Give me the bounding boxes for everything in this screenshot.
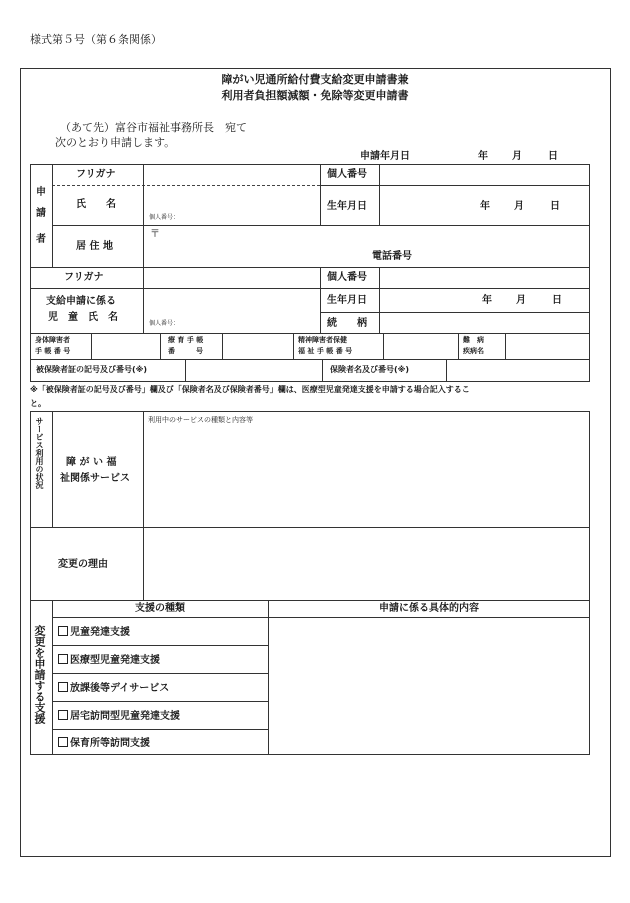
- applicant-char-2: 請: [36, 208, 46, 219]
- grid-line: [30, 164, 31, 381]
- applicant-personal-no-label: 個人番号: [327, 169, 367, 180]
- recipient-text: （あて先）富谷市福祉事務所長 宛て: [60, 121, 247, 134]
- date-day: 日: [548, 151, 558, 162]
- frame-top: [20, 68, 611, 69]
- physical-handbook-label-2: 手 帳 番 号: [35, 347, 71, 355]
- option-jido-hattatsu[interactable]: [58, 626, 130, 638]
- grid-line: [52, 701, 268, 702]
- applicant-furigana-label: フリガナ: [76, 169, 116, 180]
- applicant-char-3: 者: [36, 234, 46, 245]
- checkbox-icon[interactable]: [58, 654, 68, 664]
- grid-line: [30, 600, 590, 601]
- option-iryogata[interactable]: [58, 654, 160, 666]
- form-title-line2: 利用者負担額減額・免除等変更申請書: [221, 89, 409, 102]
- child-relation-field[interactable]: [380, 313, 589, 332]
- grid-line: [320, 267, 321, 333]
- grid-line: [589, 411, 590, 600]
- insurer-label: 保険者名及び番号(※): [330, 365, 410, 374]
- service-hint: 利用中のサービスの種類と内容等: [148, 416, 253, 424]
- option-label: 放課後等デイサービス: [70, 683, 170, 694]
- applicant-birth-year: 年: [480, 201, 490, 212]
- note-line1: ※「被保険者証の記号及び番号」欄及び「保険者名及び保険者番号」欄は、医療型児童発達支援を申請する場合記入するこ: [30, 385, 470, 394]
- change-col-content: 申請に係る具体的内容: [379, 603, 479, 614]
- grid-line: [30, 381, 590, 382]
- option-kyotaku-homon[interactable]: [58, 710, 180, 722]
- postal-mark: 〒: [150, 229, 160, 240]
- mental-handbook-field[interactable]: [384, 334, 457, 358]
- applicant-birth-day: 日: [550, 201, 560, 212]
- note-line2: と。: [30, 399, 46, 408]
- child-relation-label: 続 柄: [327, 318, 367, 329]
- change-side-label: 変更を申請する支援: [33, 625, 46, 724]
- child-personal-no-small: 個人番号：: [149, 320, 180, 327]
- grid-line: [30, 754, 590, 755]
- change-content-field[interactable]: [269, 618, 588, 753]
- service-content-field[interactable]: [144, 428, 588, 526]
- child-birth-day: 日: [552, 295, 562, 306]
- child-birth-year: 年: [482, 295, 492, 306]
- grid-line: [52, 673, 268, 674]
- grid-line: [30, 411, 590, 412]
- frame-bottom: [20, 856, 611, 857]
- grid-line: [30, 411, 31, 600]
- grid-line: [320, 185, 590, 186]
- grid-line: [160, 333, 161, 359]
- checkbox-icon[interactable]: [58, 682, 68, 692]
- child-name-label-1: 支給申請に係る: [46, 296, 116, 307]
- option-label: 児童発達支援: [70, 627, 130, 638]
- option-hokago-day[interactable]: [58, 682, 169, 694]
- change-col-type: 支援の種類: [135, 603, 185, 614]
- option-label: 居宅訪問型児童発達支援: [70, 711, 180, 722]
- applicant-birth-label: 生年月日: [327, 201, 367, 212]
- child-personal-no-label: 個人番号: [327, 272, 367, 283]
- grid-line: [589, 164, 590, 381]
- ryoiku-handbook-label-1: 療 育 手 帳: [168, 336, 204, 344]
- form-number: 様式第５号（第６条関係）: [30, 33, 162, 46]
- disease-label-2: 疾病名: [463, 347, 484, 355]
- service-label-1: 障 が い 福: [66, 457, 117, 468]
- service-label-2: 祉関係サービス: [60, 473, 130, 484]
- frame-right: [610, 68, 611, 857]
- application-date-label: 申請年月日: [360, 151, 410, 162]
- option-hoikusho-homon[interactable]: [58, 737, 150, 749]
- ryoiku-handbook-field[interactable]: [223, 334, 292, 358]
- date-month: 月: [512, 151, 522, 162]
- intro-text: 次のとおり申請します。: [55, 136, 176, 149]
- child-name-label-2: 児 童 氏 名: [48, 312, 118, 323]
- disease-field[interactable]: [506, 334, 588, 358]
- checkbox-icon[interactable]: [58, 737, 68, 747]
- child-furigana-label: フリガナ: [64, 272, 104, 283]
- insured-no-label: 被保険者証の記号及び番号(※): [36, 365, 148, 374]
- grid-line: [52, 645, 268, 646]
- reason-field[interactable]: [144, 528, 588, 599]
- mental-handbook-label-2: 福 祉 手 帳 番 号: [298, 347, 353, 355]
- applicant-char-1: 申: [36, 187, 46, 198]
- checkbox-icon[interactable]: [58, 626, 68, 636]
- phone-label: 電話番号: [372, 251, 412, 262]
- grid-line: [293, 333, 294, 359]
- checkbox-icon[interactable]: [58, 710, 68, 720]
- date-year: 年: [478, 151, 488, 162]
- grid-line: [52, 729, 268, 730]
- mental-handbook-label-1: 精神障害者保健: [298, 336, 347, 344]
- ryoiku-handbook-label-2: 番 号: [168, 347, 203, 355]
- physical-handbook-field[interactable]: [92, 334, 159, 358]
- insurer-field[interactable]: [447, 360, 588, 380]
- grid-line: [30, 600, 31, 754]
- grid-line: [52, 600, 53, 754]
- applicant-personal-no-field[interactable]: [380, 165, 589, 185]
- frame-left: [20, 68, 21, 857]
- child-birth-month: 月: [516, 295, 526, 306]
- applicant-address-label: 居 住 地: [76, 241, 113, 252]
- applicant-name-label: 氏 名: [76, 199, 116, 210]
- reason-label: 変更の理由: [58, 559, 108, 570]
- applicant-personal-no-small: 個人番号：: [149, 214, 180, 221]
- option-label: 医療型児童発達支援: [70, 655, 160, 666]
- grid-line: [52, 164, 53, 267]
- grid-line: [322, 359, 323, 381]
- grid-line: [52, 411, 53, 527]
- insured-no-field[interactable]: [186, 360, 321, 380]
- child-name-field[interactable]: [144, 289, 319, 332]
- grid-line: [320, 164, 321, 225]
- form-title-line1: 障がい児通所給付費支給変更申請書兼: [221, 73, 409, 86]
- applicant-birth-month: 月: [514, 201, 524, 212]
- disease-label-1: 難 病: [463, 336, 484, 344]
- child-personal-no-field[interactable]: [380, 268, 589, 288]
- service-side-label: サービス利用の状況: [35, 417, 44, 489]
- physical-handbook-label-1: 身体障害者: [35, 336, 70, 344]
- applicant-address-field[interactable]: [144, 226, 588, 266]
- child-birth-label: 生年月日: [327, 295, 367, 306]
- grid-line: [458, 333, 459, 359]
- grid-line: [589, 600, 590, 754]
- option-label: 保育所等訪問支援: [70, 738, 150, 749]
